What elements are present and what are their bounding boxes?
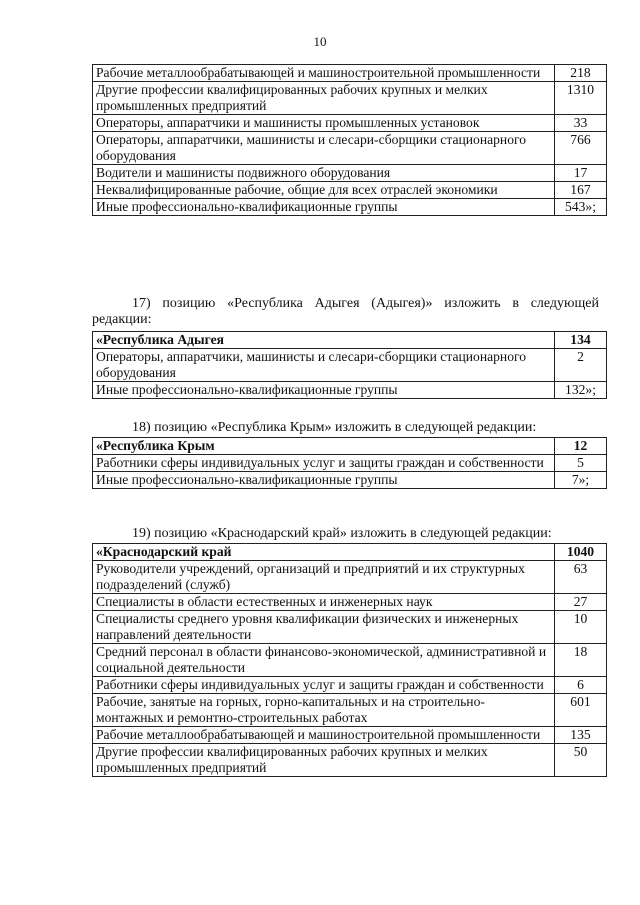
row-name: Операторы, аппаратчики, машинисты и слесари-сборщики стационарного оборудования bbox=[93, 132, 555, 165]
row-name: Специалисты среднего уровня квалификации физических и инженерных направлений деятельности bbox=[93, 611, 555, 644]
row-value: 218 bbox=[555, 65, 607, 82]
row-name: Неквалифицированные рабочие, общие для всех отраслей экономики bbox=[93, 182, 555, 199]
row-name: Иные профессионально-квалификационные группы bbox=[93, 382, 555, 399]
row-value: 5 bbox=[555, 455, 607, 472]
row-name: Другие профессии квалифицированных рабочих крупных и мелких промышленных предприятий bbox=[93, 82, 555, 115]
paragraph-17-text: 17) позицию «Республика Адыгея (Адыгея)» изложить в следующей редакции: bbox=[92, 296, 599, 327]
row-name: Рабочие металлообрабатывающей и машиностроительной промышленности bbox=[93, 65, 555, 82]
row-value: 10 bbox=[555, 611, 607, 644]
row-value: 7»; bbox=[555, 472, 607, 489]
table-row bbox=[93, 82, 607, 115]
adygea-table bbox=[92, 331, 607, 399]
row-name: Рабочие металлообрабатывающей и машиностроительной промышленности bbox=[93, 727, 555, 744]
paragraph-19-text: 19) позицию «Краснодарский край» изложить в следующей редакции: bbox=[132, 526, 552, 541]
row-value: 766 bbox=[555, 132, 607, 165]
table-row bbox=[93, 561, 607, 594]
row-value: 543»; bbox=[555, 199, 607, 216]
table-header-row bbox=[93, 438, 607, 455]
table-row bbox=[93, 199, 607, 216]
crimea-table bbox=[92, 437, 607, 489]
table-row bbox=[93, 132, 607, 165]
paragraph-17 bbox=[92, 296, 599, 328]
table-row bbox=[93, 677, 607, 694]
table-row bbox=[93, 472, 607, 489]
table-row bbox=[93, 65, 607, 82]
row-value: 2 bbox=[555, 349, 607, 382]
table-row bbox=[93, 611, 607, 644]
region-total: 12 bbox=[555, 438, 607, 455]
table-row bbox=[93, 182, 607, 199]
row-name: Другие профессии квалифицированных рабочих крупных и мелких промышленных предприятий bbox=[93, 744, 555, 777]
table-row bbox=[93, 382, 607, 399]
table-header-row bbox=[93, 332, 607, 349]
row-value: 6 bbox=[555, 677, 607, 694]
row-name: Специалисты в области естественных и инженерных наук bbox=[93, 594, 555, 611]
krasnodar-table bbox=[92, 543, 607, 777]
row-name: Операторы, аппаратчики, машинисты и слесари-сборщики стационарного оборудования bbox=[93, 349, 555, 382]
table-row bbox=[93, 644, 607, 677]
table-row bbox=[93, 744, 607, 777]
occupation-table-continued bbox=[92, 64, 607, 216]
table-row bbox=[93, 115, 607, 132]
row-value: 17 bbox=[555, 165, 607, 182]
table-header-row bbox=[93, 544, 607, 561]
region-total: 134 bbox=[555, 332, 607, 349]
page-number: 10 bbox=[313, 34, 327, 49]
row-name: Руководители учреждений, организаций и предприятий и их структурных подразделений (служб) bbox=[93, 561, 555, 594]
paragraph-18-text: 18) позицию «Республика Крым» изложить в следующей редакции: bbox=[132, 420, 537, 435]
region-name: «Краснодарский край bbox=[93, 544, 555, 561]
table-row bbox=[93, 455, 607, 472]
row-value: 135 bbox=[555, 727, 607, 744]
row-value: 1310 bbox=[555, 82, 607, 115]
region-name: «Республика Адыгея bbox=[93, 332, 555, 349]
row-name: Операторы, аппаратчики и машинисты промышленных установок bbox=[93, 115, 555, 132]
row-name: Работники сферы индивидуальных услуг и защиты граждан и собственности bbox=[93, 677, 555, 694]
row-value: 601 bbox=[555, 694, 607, 727]
paragraph-19 bbox=[92, 526, 599, 542]
region-total: 1040 bbox=[555, 544, 607, 561]
table-row bbox=[93, 694, 607, 727]
table-row bbox=[93, 594, 607, 611]
row-value: 27 bbox=[555, 594, 607, 611]
row-value: 63 bbox=[555, 561, 607, 594]
row-value: 50 bbox=[555, 744, 607, 777]
row-value: 18 bbox=[555, 644, 607, 677]
table-row bbox=[93, 349, 607, 382]
row-value: 33 bbox=[555, 115, 607, 132]
table-row bbox=[93, 165, 607, 182]
row-name: Рабочие, занятые на горных, горно-капитальных и на строительно-монтажных и ремонтно-строительных работах bbox=[93, 694, 555, 727]
row-name: Водители и машинисты подвижного оборудования bbox=[93, 165, 555, 182]
row-name: Иные профессионально-квалификационные группы bbox=[93, 472, 555, 489]
row-value: 132»; bbox=[555, 382, 607, 399]
row-name: Средний персонал в области финансово-экономической, административной и социальной деятельности bbox=[93, 644, 555, 677]
row-name: Иные профессионально-квалификационные группы bbox=[93, 199, 555, 216]
row-name: Работники сферы индивидуальных услуг и защиты граждан и собственности bbox=[93, 455, 555, 472]
paragraph-18 bbox=[92, 420, 599, 436]
table-row bbox=[93, 727, 607, 744]
row-value: 167 bbox=[555, 182, 607, 199]
region-name: «Республика Крым bbox=[93, 438, 555, 455]
